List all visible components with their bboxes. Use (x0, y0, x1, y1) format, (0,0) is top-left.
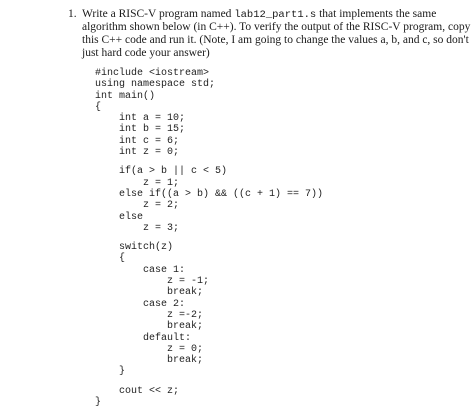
code-line: default: (95, 332, 192, 344)
question-line-2: algorithm shown below (in C++). To verify the output of the RISC-V program, copy (82, 21, 471, 33)
code-line: break; (95, 287, 204, 299)
code-line: #include <iostream> (95, 68, 210, 79)
code-line: { (95, 101, 102, 113)
code-line: using namespace std; (95, 79, 216, 91)
code-line: z = 0; (95, 343, 204, 355)
question-line-1-end: that implements the same (316, 8, 437, 20)
filename-code: lab12_part1.s (234, 9, 317, 21)
code-line: } (95, 397, 102, 408)
code-line: int main() (95, 90, 156, 102)
question-line-1-start: Write a RISC-V program named (82, 8, 235, 20)
code-line: case 1: (95, 264, 186, 276)
code-line: int c = 6; (95, 135, 180, 147)
code-line: int b = 15; (95, 124, 186, 136)
code-line: if(a > b || c < 5) (95, 166, 228, 178)
question-line-4: just hard code your answer) (82, 47, 210, 59)
code-line: int a = 10; (95, 113, 186, 125)
code-blank-line (95, 378, 323, 386)
code-line: else if((a > b) && ((c + 1) == 7)) (95, 188, 324, 200)
code-line: else (95, 211, 144, 223)
code-line: z = 2; (95, 200, 180, 212)
code-block (95, 68, 323, 408)
question-line-1 (82, 8, 444, 21)
question-line-3: this C++ code and run it. (Note, I am going to change the values a, b, and c, so don't (82, 34, 469, 46)
code-line: int z = 0; (95, 147, 180, 159)
code-blank-line (95, 234, 323, 242)
code-line: } (95, 366, 126, 378)
code-line: break; (95, 355, 204, 367)
code-line: z = -1; (95, 276, 210, 288)
code-line: cout << z; (95, 385, 180, 397)
code-line: { (95, 253, 126, 265)
question-number: 1. (68, 8, 77, 20)
question-text (82, 8, 471, 60)
code-line: z = 1; (95, 177, 180, 189)
code-line: z = 3; (95, 222, 180, 234)
code-line: switch(z) (95, 242, 174, 254)
code-line: case 2: (95, 298, 186, 310)
code-line: break; (95, 321, 204, 333)
code-line: z =-2; (95, 309, 204, 321)
